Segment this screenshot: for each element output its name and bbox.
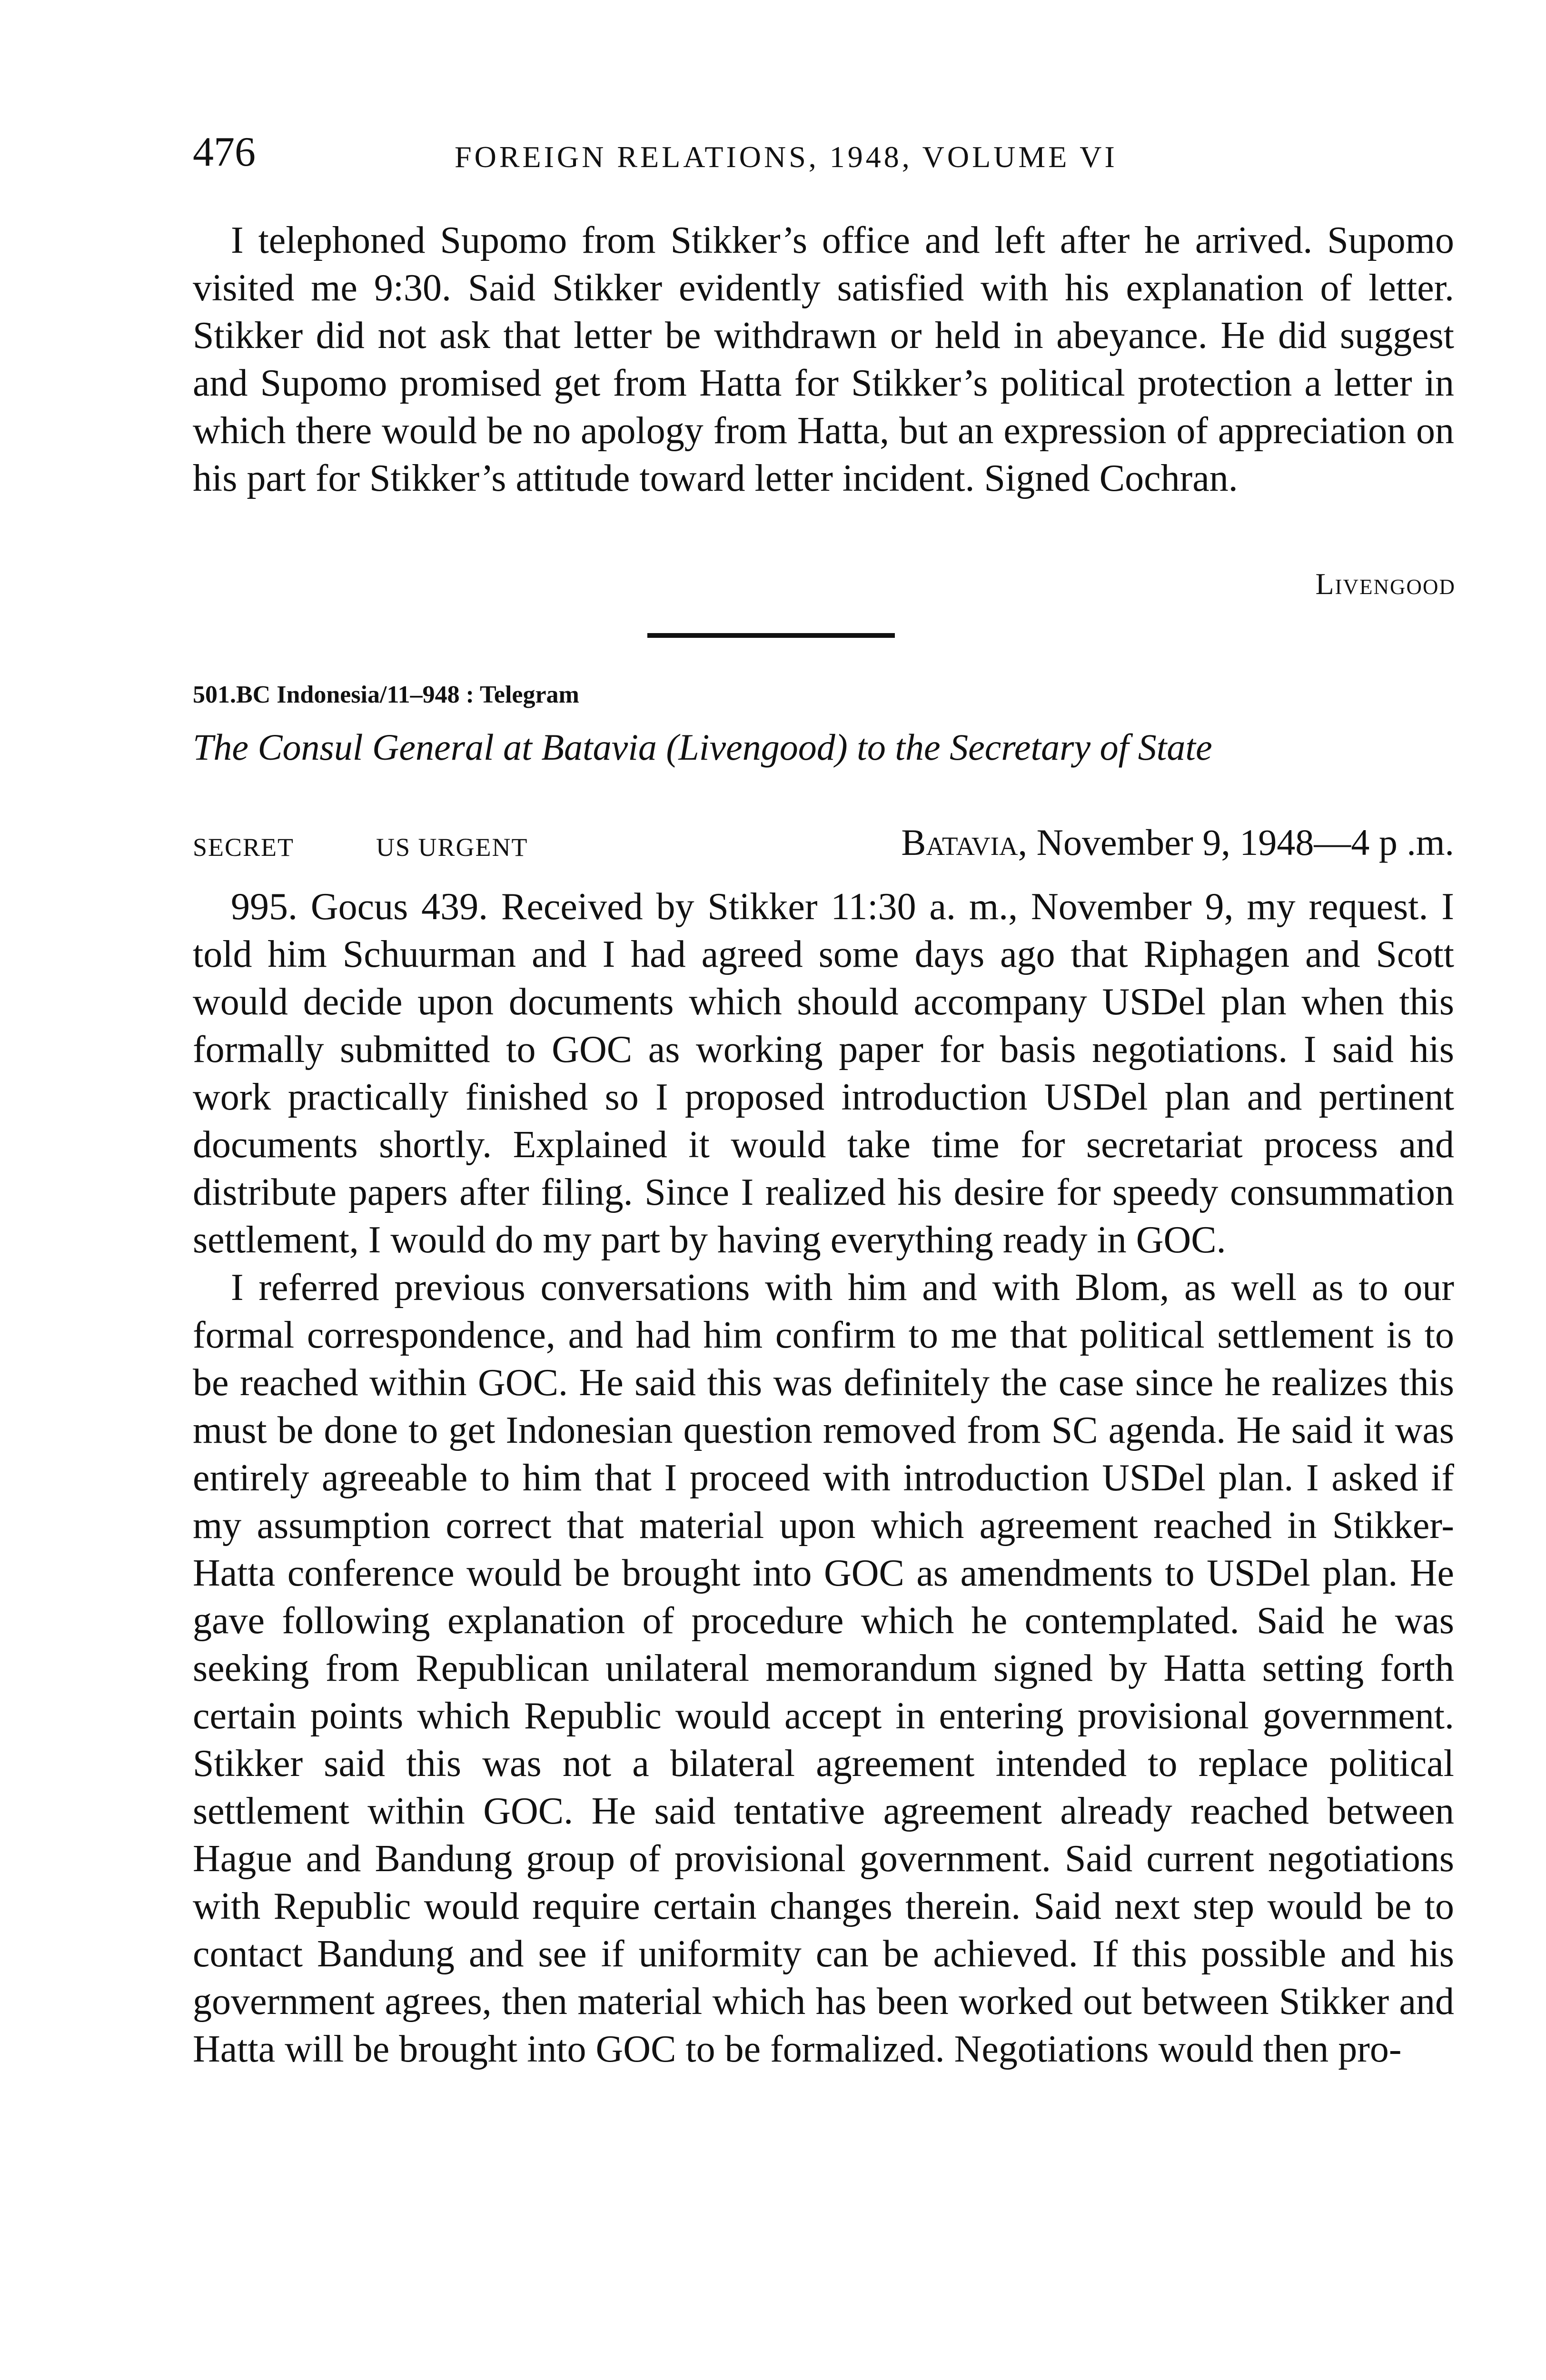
precedence-label: US URGENT bbox=[376, 833, 528, 862]
body-paragraph: I referred previous conversations with him and with Blom, as well as to our formal correspondence, and had him confirm to me that political settlement is to be reached within GOC. He said this was definitely the case since he realizes this must be done to get Indonesian question removed from SC agenda. He said it was entirely agreeable to him that I proceed with introduction USDel plan. I asked if my assumption correct that material upon which agreement reached in Stikker-Hatta conference would be brought into GOC as amendments to USDel plan. He gave following explanation of procedure which he contemplated. Said he was seeking from Republican unilateral memorandum signed by Hatta setting forth certain points which Republic would accept in entering provisional government. Stikker said this was not a bilateral agreement intended to replace political settlement within GOC. He said tentative agreement already reached between Hague and Bandung group of provisional government. Said current negotiations with Republic would require certain changes therein. Said next step would be to contact Bandung and see if uniformity can be achieved. If this possible and his government agrees, then material which has been worked out between Stikker and Hatta will be brought into GOC to be formalized. Negotiations would then pro- bbox=[193, 1267, 1454, 2070]
telegram-body bbox=[193, 883, 1454, 2073]
page-header bbox=[193, 119, 1454, 176]
section-divider bbox=[647, 633, 895, 638]
running-head: FOREIGN RELATIONS, 1948, VOLUME VI bbox=[455, 140, 1118, 174]
dateline bbox=[901, 819, 1454, 866]
classification-label: SECRET bbox=[193, 833, 295, 862]
dateline-place: Batavia, bbox=[901, 822, 1028, 863]
dateline-date: November 9, 1948—4 p .m. bbox=[1027, 822, 1454, 863]
file-reference: 501.BC Indonesia/11–948 : Telegram bbox=[193, 681, 579, 708]
signature: Livengood bbox=[1315, 567, 1456, 601]
body-paragraph: 995. Gocus 439. Received by Stikker 11:30 a. m., November 9, my request. I told him Schuurman and I had agreed some days ago that Riphagen and Scott would decide upon documents which should accompany USDel plan when this formally submitted to GOC as working paper for basis negotiations. I said his work practically finished so I proposed introduction USDel plan and pertinent documents shortly. Explained it would take time for secretariat process and distribute papers after filing. Since I realized his desire for speedy consummation settlement, I would do my part by having everything ready in GOC. bbox=[193, 886, 1454, 1261]
classification-line bbox=[193, 819, 1454, 866]
document-title: The Consul General at Batavia (Livengood) to the Secretary of State bbox=[193, 726, 1212, 768]
continuation-paragraph: I telephoned Supomo from Stikker’s office and left after he arrived. Supomo visited me 9:30. Said Stikker evidently satisfied with his explanation of letter. Stikker did not ask that letter be withdrawn or held in abeyance. He did suggest and Supomo promised get from Hatta for Stikker’s political protection a letter in which there would be no apology from Hatta, but an expression of appreciation on his part for Stikker’s attitude toward letter incident. Signed Cochran. bbox=[193, 219, 1454, 499]
continuation-text bbox=[193, 217, 1454, 502]
page-number: 476 bbox=[193, 129, 256, 175]
